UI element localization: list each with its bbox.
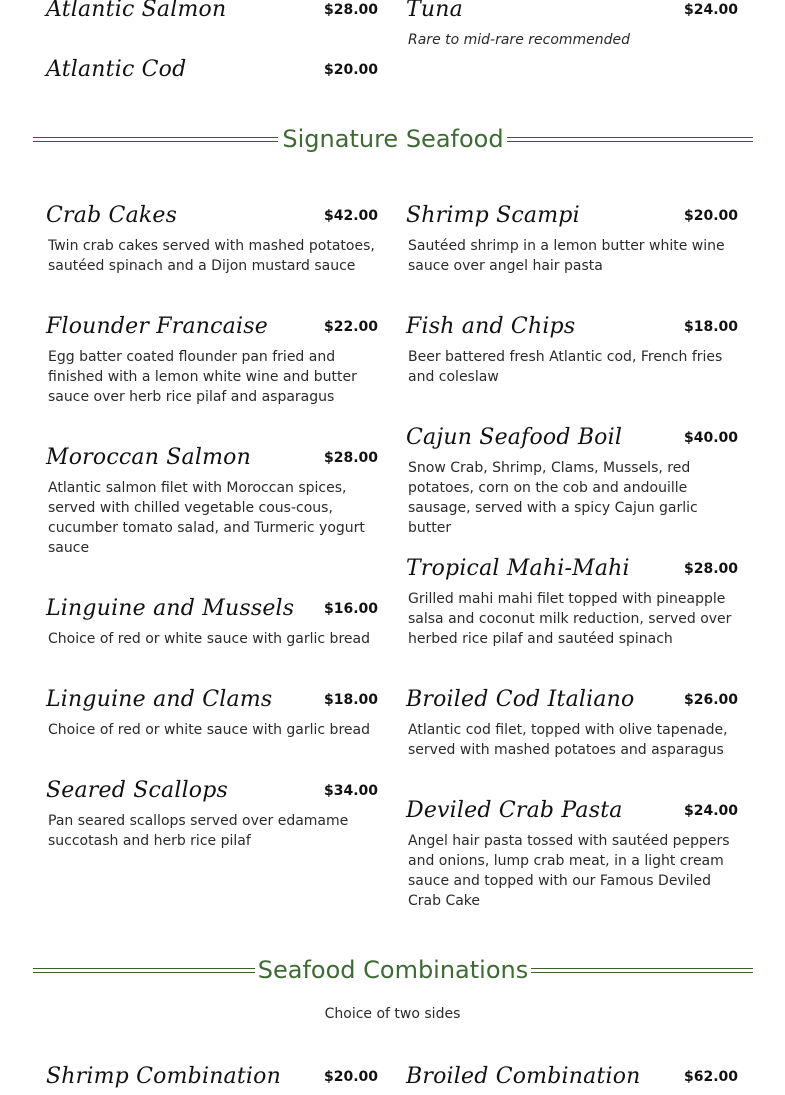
item-description: Rare to mid-rare recommended bbox=[408, 32, 631, 48]
item-price: $18.00 bbox=[323, 692, 378, 708]
menu-item bbox=[48, 440, 378, 558]
item-price: $42.00 bbox=[323, 208, 378, 224]
menu-item bbox=[408, 198, 738, 276]
item-description: Twin crab cakes served with mashed potatoes, sautéed spinach and a Dijon mustard sauce bbox=[48, 238, 375, 274]
section-note: Choice of two sides bbox=[324, 1006, 461, 1022]
section-header-combinations bbox=[33, 950, 753, 990]
menu-item bbox=[48, 309, 378, 407]
menu-item bbox=[48, 591, 378, 649]
item-name: Atlantic Cod bbox=[46, 57, 187, 82]
item-name: Deviled Crab Pasta bbox=[406, 798, 623, 823]
item-price: $22.00 bbox=[323, 319, 378, 335]
item-price: $24.00 bbox=[683, 2, 738, 18]
item-description: Pan seared scallops served over edamame succotash and herb rice pilaf bbox=[48, 813, 349, 849]
item-name: Broiled Cod Italiano bbox=[406, 687, 635, 712]
item-name: Cajun Seafood Boil bbox=[406, 425, 623, 450]
item-price: $18.00 bbox=[683, 319, 738, 335]
section-title: Signature Seafood bbox=[282, 125, 504, 153]
item-price: $40.00 bbox=[683, 430, 738, 446]
item-name: Linguine and Mussels bbox=[46, 596, 295, 621]
item-description: Egg batter coated flounder pan fried and finished with a lemon white wine and butter sauce over herb rice pilaf and asparagus bbox=[48, 349, 357, 405]
menu-item bbox=[48, 773, 378, 851]
item-description: Snow Crab, Shrimp, Clams, Mussels, red potatoes, corn on the cob and andouille sausage, served with a spicy Cajun garlic butter bbox=[408, 460, 698, 536]
section-header-signature bbox=[33, 119, 753, 159]
item-price: $62.00 bbox=[683, 1069, 738, 1085]
item-price: $28.00 bbox=[323, 450, 378, 466]
item-description: Atlantic cod filet, topped with olive tapenade, served with mashed potatoes and asparagus bbox=[408, 722, 728, 758]
item-name: Linguine and Clams bbox=[46, 687, 273, 712]
item-name: Fish and Chips bbox=[406, 314, 576, 339]
item-price: $20.00 bbox=[323, 1069, 378, 1085]
item-description: Choice of red or white sauce with garlic bread bbox=[48, 722, 370, 738]
menu-item bbox=[48, 0, 378, 28]
item-price: $24.00 bbox=[683, 803, 738, 819]
item-name: Crab Cakes bbox=[46, 203, 178, 228]
item-price: $20.00 bbox=[683, 208, 738, 224]
item-price: $28.00 bbox=[683, 561, 738, 577]
item-name: Tropical Mahi-Mahi bbox=[406, 556, 630, 581]
menu-item bbox=[408, 793, 738, 911]
item-name: Broiled Combination bbox=[406, 1064, 641, 1089]
menu-item bbox=[408, 309, 738, 387]
section-title: Seafood Combinations bbox=[257, 956, 529, 984]
item-description: Choice of red or white sauce with garlic bread bbox=[48, 631, 370, 647]
menu-item bbox=[408, 1059, 738, 1095]
item-description: Atlantic salmon filet with Moroccan spices, served with chilled vegetable cous-cous, cucumber tomato salad, and Turmeric yogurt sauce bbox=[48, 480, 365, 556]
menu-item bbox=[48, 198, 378, 276]
item-name: Moroccan Salmon bbox=[46, 445, 251, 470]
item-price: $34.00 bbox=[323, 783, 378, 799]
menu-item bbox=[408, 551, 738, 649]
menu-item bbox=[408, 0, 738, 50]
item-price: $20.00 bbox=[323, 62, 378, 78]
item-price: $26.00 bbox=[683, 692, 738, 708]
item-name: Shrimp Combination bbox=[46, 1064, 281, 1089]
menu-item bbox=[48, 52, 378, 88]
item-name: Flounder Francaise bbox=[46, 314, 268, 339]
item-description: Beer battered fresh Atlantic cod, French fries and coleslaw bbox=[408, 349, 723, 385]
item-name: Seared Scallops bbox=[46, 778, 229, 803]
item-name: Atlantic Salmon bbox=[46, 0, 227, 22]
menu-item bbox=[48, 1059, 378, 1095]
menu-item bbox=[408, 682, 738, 760]
item-description: Grilled mahi mahi filet topped with pineapple salsa and coconut milk reduction, served over herbed rice pilaf and sautéed spinach bbox=[408, 591, 732, 647]
item-price: $28.00 bbox=[323, 2, 378, 18]
item-price: $16.00 bbox=[323, 601, 378, 617]
menu-item bbox=[408, 420, 738, 538]
item-description: Angel hair pasta tossed with sautéed peppers and onions, lump crab meat, in a light cream sauce and topped with our Famous Deviled Crab Cake bbox=[408, 833, 730, 909]
menu-item bbox=[48, 682, 378, 740]
item-description: Sautéed shrimp in a lemon butter white wine sauce over angel hair pasta bbox=[408, 238, 725, 274]
item-name: Shrimp Scampi bbox=[406, 203, 580, 228]
item-name: Tuna bbox=[406, 0, 463, 22]
